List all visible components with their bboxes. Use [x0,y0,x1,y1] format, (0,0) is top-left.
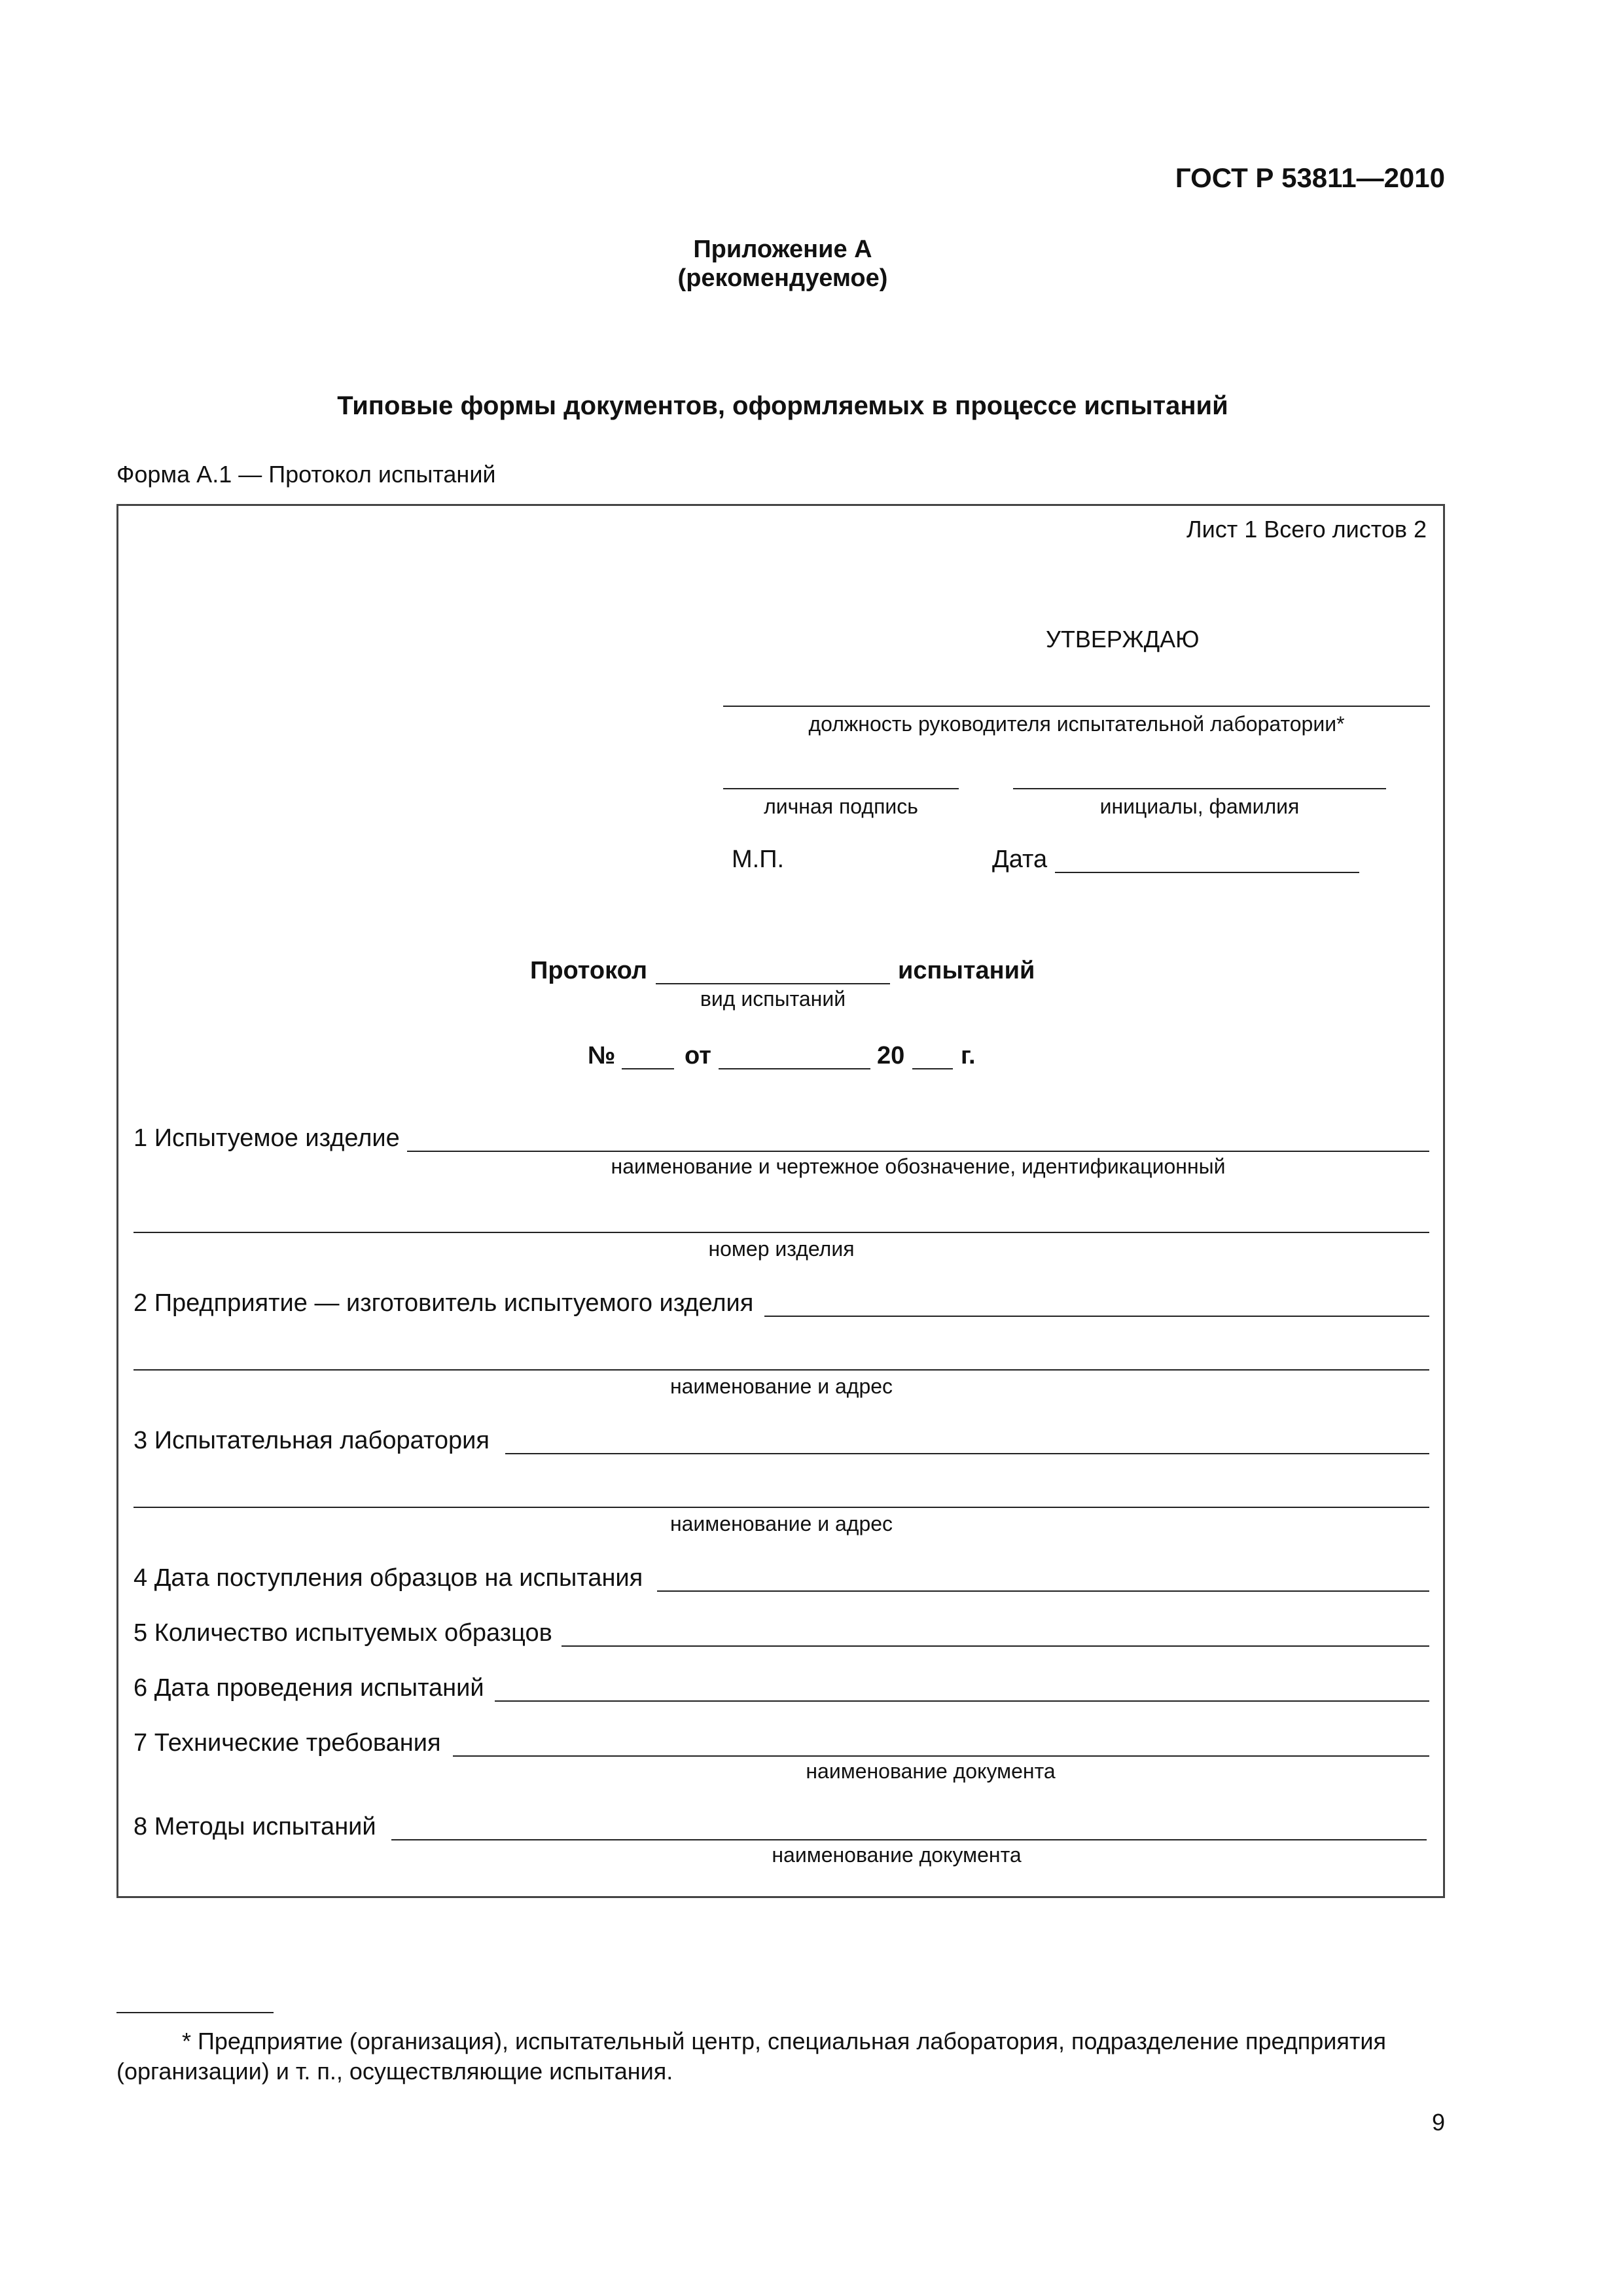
from-word: от [685,1042,711,1069]
signature-line [723,788,959,789]
item-7-label: 7 Технические требования [134,1729,441,1757]
approve-label: УТВЕРЖДАЮ [1046,626,1200,653]
item-2-caption: наименование и адрес [669,1374,893,1398]
item-8-caption: наименование документа [772,1843,1022,1867]
item-4-label: 4 Дата поступления образцов на испытания [134,1564,643,1592]
item-3-label: 3 Испытательная лаборатория [134,1427,490,1454]
item-8-label: 8 Методы испытаний [134,1813,376,1840]
item-4-line[interactable] [657,1590,1429,1592]
footnote-line-2: (организации) и т. п., осуществляющие испытания. [116,2058,673,2085]
seal-label: М.П. [732,846,785,873]
footnote-separator [116,2012,274,2013]
item-6-label: 6 Дата проведения испытаний [134,1674,484,1702]
annex-status: (рекомендуемое) [677,264,888,292]
name-caption: инициалы, фамилия [1099,795,1300,818]
position-line [723,706,1430,707]
item-6-line[interactable] [495,1700,1429,1702]
annex-title: Приложение А [693,236,872,263]
item-3-caption: наименование и адрес [669,1512,893,1535]
item-3-line[interactable] [505,1453,1429,1454]
item-1-caption-2: номер изделия [708,1237,855,1261]
standard-designation: ГОСТ Р 53811—2010 [1175,162,1445,193]
name-line [1013,788,1386,789]
year-prefix: 20 [877,1042,905,1069]
test-type-caption: вид испытаний [700,987,846,1011]
section-title: Типовые формы документов, оформляемых в процессе испытаний [337,391,1228,420]
test-type-line [656,983,890,984]
number-sign: № [588,1042,616,1069]
signature-caption: личная подпись [764,795,918,818]
year-line [912,1068,953,1069]
date-from-line [719,1068,870,1069]
footnote-line-1: * Предприятие (организация), испытательный центр, специальная лаборатория, подразделение предприятия [182,2028,1386,2054]
item-5-line[interactable] [562,1645,1429,1647]
item-1-label: 1 Испытуемое изделие [134,1124,400,1152]
item-8-line[interactable] [391,1839,1427,1840]
sheet-info: Лист 1 Всего листов 2 [1186,516,1427,543]
year-suffix: г. [961,1042,976,1069]
form-caption: Форма А.1 — Протокол испытаний [116,461,496,488]
item-1-line[interactable] [407,1151,1429,1152]
page-number: 9 [1431,2109,1445,2136]
position-caption: должность руководителя испытательной лаборатории* [808,712,1345,736]
tests-word: испытаний [898,957,1035,984]
item-1-line-2[interactable] [134,1232,1429,1233]
date-label: Дата [992,846,1048,873]
item-3-line-2[interactable] [134,1507,1429,1508]
item-1-caption: наименование и чертежное обозначение, идентификационный [611,1155,1226,1178]
item-2-line[interactable] [764,1316,1429,1317]
number-line [622,1068,674,1069]
item-7-line[interactable] [453,1755,1429,1757]
item-5-label: 5 Количество испытуемых образцов [134,1619,552,1647]
protocol-word: Протокол [530,957,648,984]
item-2-line-2[interactable] [134,1369,1429,1371]
date-line [1055,872,1359,873]
item-2-label: 2 Предприятие — изготовитель испытуемого изделия [134,1289,754,1317]
item-7-caption: наименование документа [806,1759,1056,1783]
